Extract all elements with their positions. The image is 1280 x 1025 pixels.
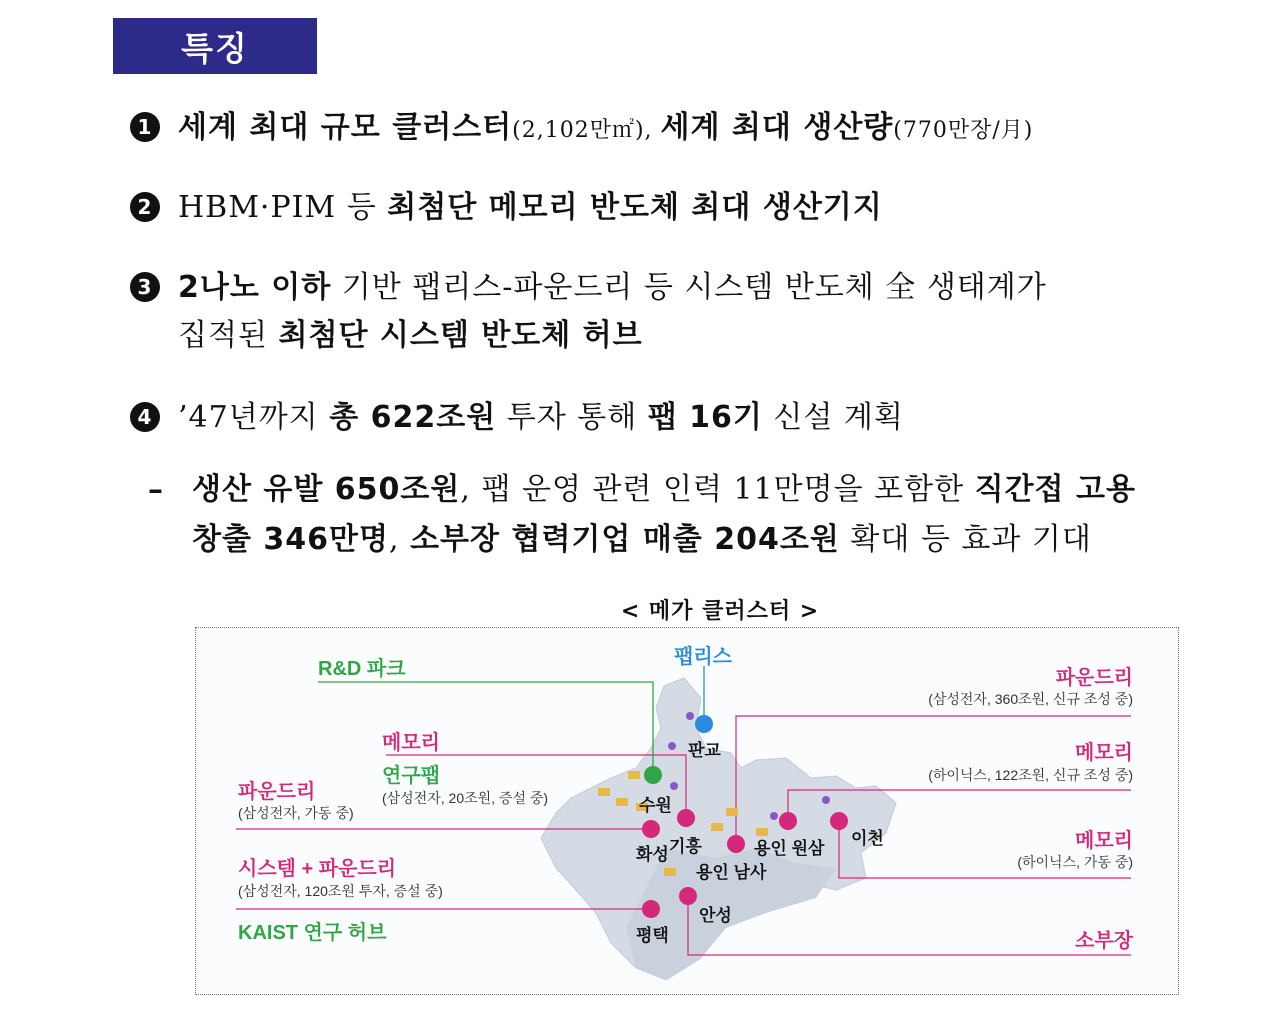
bullet-4-text: ’47년까지: [178, 400, 330, 435]
bullet-4-text-2: 투자 통해: [496, 400, 648, 435]
city-anseong: 안성: [699, 906, 732, 925]
pyeongtaek-dot: [642, 900, 660, 918]
city-icheon: 이천: [851, 829, 884, 848]
memory-right-sub-1: (하이닉스, 122조원, 신규 조성 중): [928, 767, 1133, 783]
pangyo-dot: [695, 715, 713, 733]
memory-lab-sub: (삼성전자, 20조원, 증설 중): [382, 790, 549, 806]
memory-right-label-2: 메모리: [1075, 830, 1133, 852]
city-suwon: 수원: [639, 796, 672, 815]
fabless-label: 팹리스: [674, 646, 732, 668]
memory-lab-label: 메모리: [382, 732, 440, 754]
bullet-3: [130, 268, 1047, 308]
suwon-dot: [644, 766, 662, 784]
hwaseong-dot: [642, 820, 660, 838]
memory-right-label-1: 메모리: [1075, 742, 1133, 764]
sobujang-label: 소부장: [1075, 930, 1133, 952]
bullet-3-continued: [178, 316, 643, 356]
system-foundry-sub: (삼성전자, 120조원 투자, 증설 중): [238, 883, 443, 899]
dash-marker: –: [148, 472, 164, 507]
number-3-icon: 3: [130, 272, 160, 302]
bullet-4: [130, 398, 904, 438]
bullet-1-area: (2,102만㎡),: [512, 118, 661, 143]
system-foundry-label: 시스템 + 파운드리: [238, 858, 397, 880]
number-4-icon: 4: [130, 402, 160, 432]
bullet-1-output: (770만장/月): [893, 118, 1034, 143]
map-title: < 메가 클러스터 >: [620, 599, 820, 624]
memory-right-sub-2: (하이닉스, 가동 중): [1017, 854, 1133, 870]
icheon-dot: [830, 812, 848, 830]
foundry-left-sub: (삼성전자, 가동 중): [238, 805, 354, 821]
foundry-right-sub: (삼성전자, 360조원, 신규 조성 중): [928, 691, 1133, 707]
memory-lab-label-2: 연구팹: [382, 765, 440, 787]
line-rnd-park: [318, 682, 653, 775]
bullet-3-text: 기반 팹리스-파운드리 등 시스템 반도체 全 생태계가: [331, 270, 1047, 305]
number-2-icon: 2: [130, 192, 160, 222]
foundry-right-label: 파운드리: [1055, 667, 1133, 689]
sub-text-3: 확대 등 효과 기대: [839, 522, 1092, 557]
bullet-2-bold: 최첨단 메모리 반도체 최대 생산기지: [387, 190, 883, 225]
sub-bold-1: 생산 유발 650조원: [192, 472, 461, 507]
city-hwaseong: 화성: [636, 845, 669, 864]
sub-bold-4: 소부장 협력기업 매출 204조원: [410, 522, 840, 557]
bullet-4-text-3: 신설 계획: [762, 400, 904, 435]
bullet-3-bold-2: 최첨단 시스템 반도체 허브: [278, 318, 643, 353]
bullet-1-bold-2: 세계 최대 생산량: [660, 110, 894, 145]
sub-text-2: ,: [389, 522, 411, 557]
sub-bold-3: 창출 346만명: [192, 522, 389, 557]
number-1-icon: 1: [130, 112, 160, 142]
mega-cluster-map: [195, 627, 1179, 995]
city-yongin-wonsam: 용인 원삼: [754, 839, 825, 858]
foundry-left-label: 파운드리: [238, 781, 316, 803]
giheung-dot: [677, 809, 695, 827]
city-pangyo: 판교: [688, 741, 721, 760]
bullet-1: [130, 108, 1033, 151]
bullet-2: [130, 188, 883, 228]
anseong-dot: [679, 887, 697, 905]
rnd-park-label: R&D 파크: [318, 658, 406, 680]
sub-bullet-continued: [192, 520, 1092, 560]
yongin-namsa-dot: [727, 835, 745, 853]
yongin-wonsam-dot: [779, 812, 797, 830]
bullet-4-bold-2: 팹 16기: [647, 400, 763, 435]
sub-text-1: , 팹 운영 관련 인력 11만명을 포함한: [460, 472, 975, 507]
kaist-label: KAIST 연구 허브: [238, 922, 387, 944]
sub-bold-2: 직간접 고용: [974, 472, 1136, 507]
bullet-3-text-2: 집적된: [178, 318, 279, 353]
bullet-4-bold: 총 622조원: [329, 400, 497, 435]
bullet-3-bold: 2나노 이하: [178, 270, 332, 305]
bullet-2-text: HBM·PIM 등: [178, 190, 388, 225]
sub-bullet: [148, 470, 1136, 510]
bullet-1-bold: 세계 최대 규모 클러스터: [178, 110, 513, 145]
city-yongin-namsa: 용인 남사: [696, 863, 767, 882]
section-title: 특징: [113, 18, 317, 74]
city-pyeongtaek: 평택: [636, 926, 669, 945]
city-giheung: 기흥: [669, 837, 702, 856]
